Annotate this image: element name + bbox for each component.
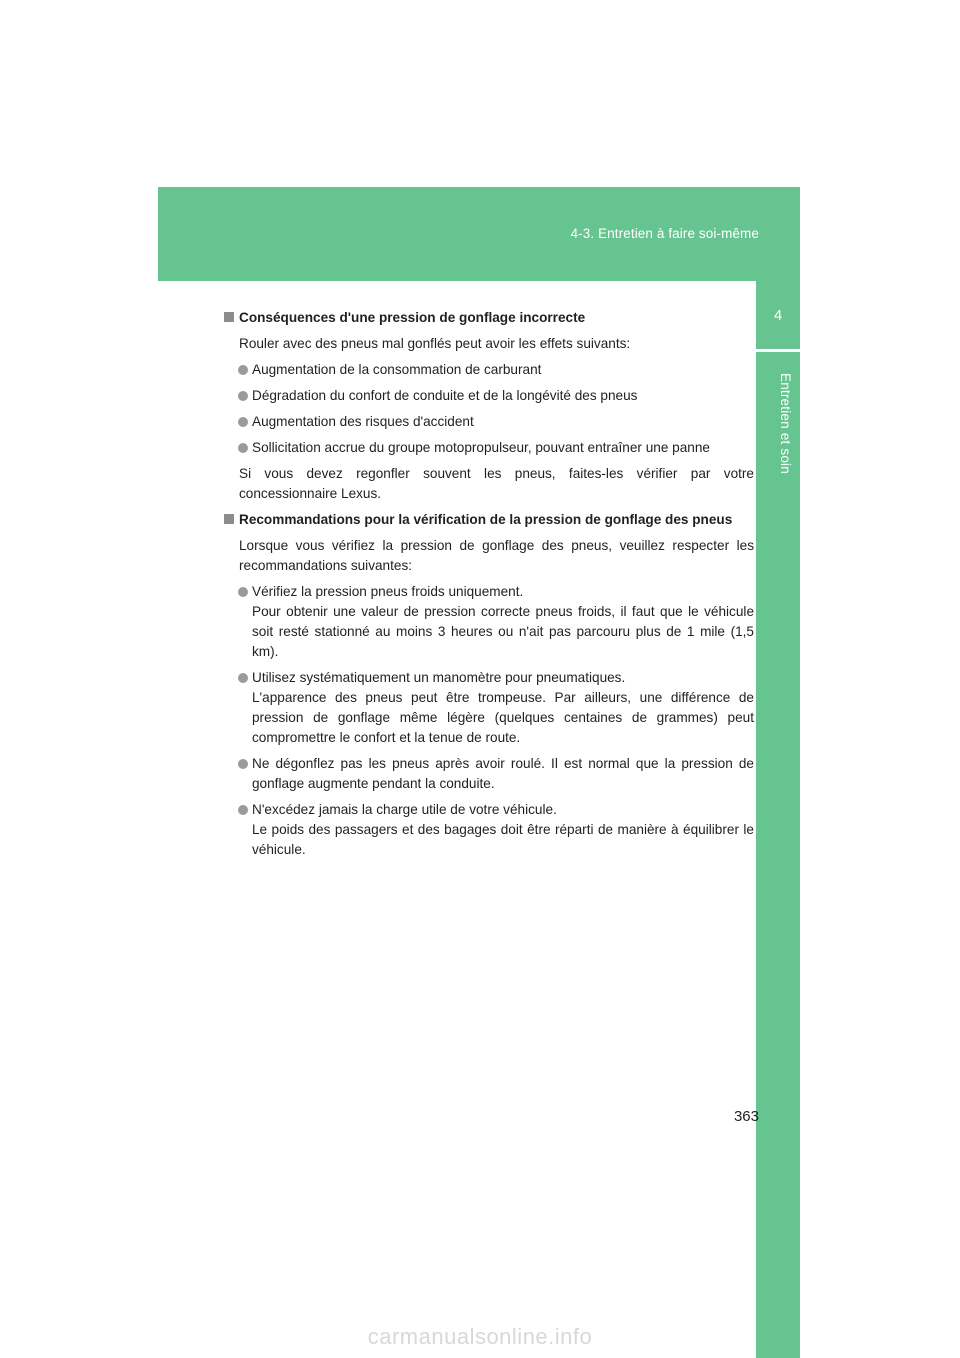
square-bullet-icon	[224, 514, 234, 524]
list-item	[224, 386, 754, 406]
list-item	[224, 412, 754, 432]
round-bullet-icon	[238, 587, 248, 597]
watermark: carmanualsonline.info	[367, 1324, 593, 1349]
list-item-title: Utilisez systématiquement un manomètre pour pneumatiques.	[252, 670, 626, 685]
list-item	[224, 582, 754, 662]
list-item-text: Augmentation des risques d'accident	[252, 414, 474, 429]
list-item-detail: Le poids des passagers et des bagages doit être réparti de manière à équilibrer le véhicule.	[252, 822, 754, 857]
paragraph: Si vous devez regonfler souvent les pneus, faites-les vérifier par votre concessionnaire Lexus.	[239, 466, 754, 501]
list-item	[224, 668, 754, 748]
list-item-text: Dégradation du confort de conduite et de la longévité des pneus	[252, 388, 638, 403]
main-content	[224, 308, 754, 866]
round-bullet-icon	[238, 365, 248, 375]
list-item-detail: Pour obtenir une valeur de pression correcte pneus froids, il faut que le véhicule soit resté stationné au moins 3 heures ou n'ait pas parcouru plus de 1 mile (1,5 km).	[252, 604, 754, 659]
list-item-detail: L'apparence des pneus peut être trompeuse. Par ailleurs, une différence de pression de gonflage même légère (quelques centaines de grammes) peut compromettre le confort et la tenue de route.	[252, 690, 754, 745]
list-item	[224, 800, 754, 860]
round-bullet-icon	[238, 805, 248, 815]
chapter-name: Entretien et soin	[778, 373, 793, 474]
list-item-title: N'excédez jamais la charge utile de votre véhicule.	[252, 802, 557, 817]
chapter-side-tab	[756, 281, 800, 1358]
list-item	[224, 360, 754, 380]
round-bullet-icon	[238, 391, 248, 401]
chapter-number: 4	[773, 307, 783, 324]
section-title: 4-3. Entretien à faire soi-même	[570, 226, 759, 241]
section-heading	[224, 510, 754, 530]
round-bullet-icon	[238, 673, 248, 683]
page-number: 363	[733, 1108, 759, 1125]
list-item-title: Vérifiez la pression pneus froids uniquement.	[252, 584, 524, 599]
round-bullet-icon	[238, 759, 248, 769]
round-bullet-icon	[238, 417, 248, 427]
round-bullet-icon	[238, 443, 248, 453]
paragraph: Rouler avec des pneus mal gonflés peut avoir les effets suivants:	[239, 336, 631, 351]
section-heading-text: Conséquences d'une pression de gonflage incorrecte	[239, 310, 586, 325]
list-item-text: Augmentation de la consommation de carburant	[252, 362, 542, 377]
list-item	[224, 438, 754, 458]
side-tab-divider	[756, 349, 800, 352]
paragraph: Lorsque vous vérifiez la pression de gonflage des pneus, veuillez respecter les recommandations suivantes:	[239, 538, 754, 573]
section-heading	[224, 308, 754, 328]
list-item-title: Ne dégonflez pas les pneus après avoir roulé. Il est normal que la pression de gonflage augmente pendant la conduite.	[252, 756, 754, 791]
list-item-text: Sollicitation accrue du groupe motopropulseur, pouvant entraîner une panne	[252, 440, 710, 455]
list-item	[224, 754, 754, 794]
square-bullet-icon	[224, 312, 234, 322]
section-heading-text: Recommandations pour la vérification de la pression de gonflage des pneus	[239, 512, 733, 527]
